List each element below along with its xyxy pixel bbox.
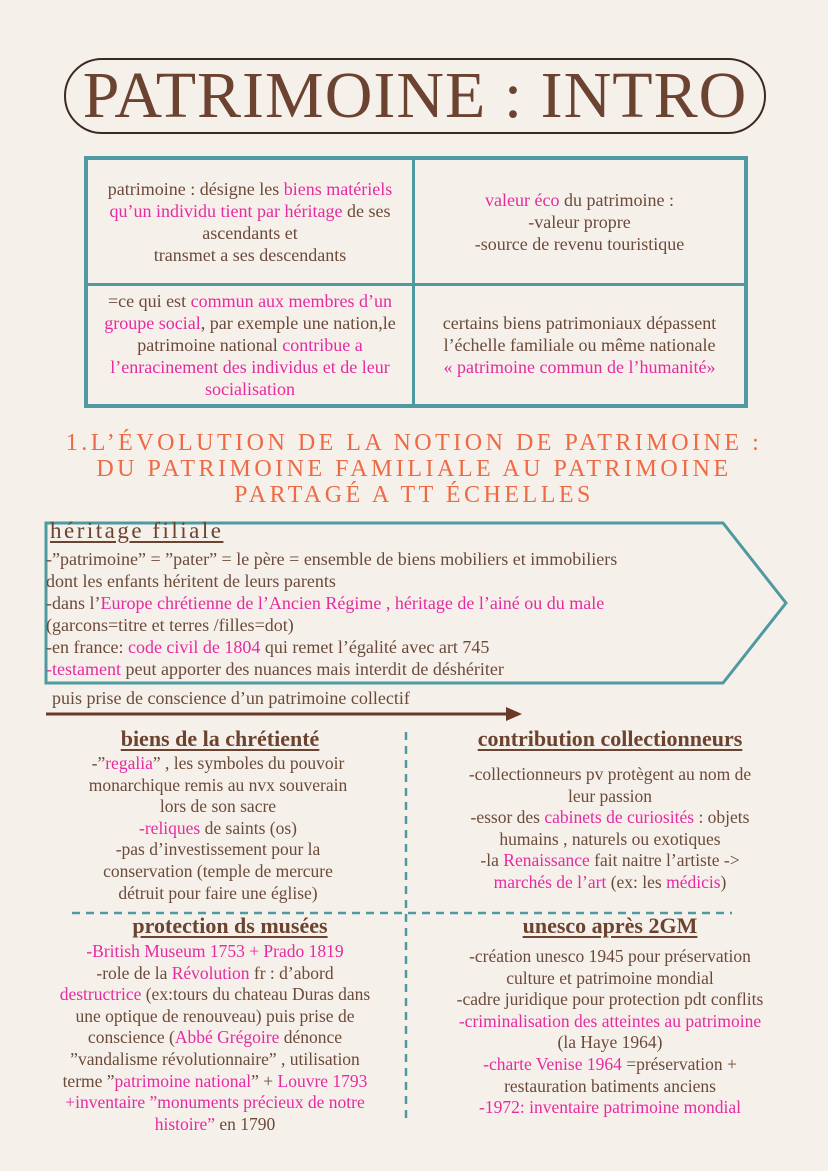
text-highlight: patrimoine national [114,1070,252,1091]
text-highlight: testament [52,659,121,679]
cell-text: du patrimoine : [559,189,674,210]
quadrant-heading-musees: protection ds musées [132,913,328,938]
text-highlight: destructrice [59,984,142,1005]
heritage-title: héritage filiale [50,518,224,543]
section-heading-line: DU PATRIMOINE FAMILIALE AU PATRIMOINE [96,456,732,482]
q-line: -British Museum 1753 + Prado 1819 [86,941,344,961]
cell-highlight: biens [283,178,322,199]
text-highlight: Louvre 1793 [277,1070,368,1091]
collectif-note: puis prise de conscience d’un patrimoine collectif [52,688,410,708]
q-line: -création unesco 1945 pour préservation [469,946,751,966]
right-arrow-icon [44,706,524,722]
grid-cell-commun [88,286,415,404]
text-highlight: cabinets de curiosités [544,807,695,828]
heritage-line [46,658,746,680]
text-part: ” + [251,1070,278,1091]
heritage-line [46,636,746,658]
q-line [408,1054,812,1076]
q-line: humains , naturels ou exotiques [499,828,721,849]
heritage-line: dont les enfants héritent de leurs parents [46,571,336,591]
text-part: -role de la [96,962,172,983]
text-highlight: - [139,817,145,838]
quadrant-body-unesco [408,946,812,1119]
q-line [412,872,808,894]
text-highlight: regalia [105,753,153,773]
text-highlight: code civil de 1804 [127,637,261,657]
q-line: une optique de renouveau) puis prise de [75,1005,355,1026]
q-line: -1972: inventaire patrimoine mondial [479,1097,741,1118]
q-line [30,818,406,840]
text-part: -dans l’ [46,593,101,613]
cell-highlight: commun aux membres d’un groupe social [104,291,393,333]
quadrant-body-chretiente [30,753,406,904]
q-line [24,1071,406,1093]
q-line: conservation (temple de mercure [103,860,333,881]
grid-cell-definition [88,160,415,286]
text-part: (ex:tours du chateau Duras dans [141,984,371,1005]
text-part: fr : d’abord [249,962,334,983]
text-part: -la [480,850,504,871]
q-line [412,807,808,829]
text-part: : objets [694,807,750,828]
cell-text: -valeur propre [528,211,631,232]
cell-highlight: valeur éco [485,189,560,210]
text-part: -en france: [46,637,128,657]
text-part: =préservation + [621,1053,737,1074]
text-part: fait naitre l’artiste -> [589,850,740,871]
text-part: qui remet l’égalité avec art 745 [260,637,490,657]
q-line: (la Haye 1964) [557,1032,663,1053]
q-line: +inventaire ”monuments précieux de notre [65,1092,365,1113]
text-part: (ex: les [606,871,667,892]
text-part: -” [91,753,106,773]
text-highlight: Venise 1964 [535,1053,622,1074]
text-part: conscience ( [87,1027,175,1048]
section-heading-line: PARTAGÉ A TT ÉCHELLES [234,482,594,508]
text-highlight: Révolution [171,962,250,983]
q-line [30,753,406,775]
title-banner [64,58,766,134]
cell-highlight: « patrimoine commun de l’humanité» [443,357,716,377]
heritage-line: (garcons=titre et terres /filles=dot) [46,615,294,635]
grid-cell-humanite [415,286,744,404]
cell-text: de ses ascendants et [202,200,391,243]
q-line [412,850,808,872]
text-highlight: Renaissance [503,850,590,871]
text-highlight: -charte [483,1053,536,1074]
text-part: en 1790 [214,1113,276,1134]
q-line: monarchique remis au nvx souverain [88,774,348,795]
q-line: détruit pour faire une église) [118,882,318,903]
q-line: restauration batiments anciens [504,1075,716,1096]
q-line: leur passion [567,785,653,806]
text-highlight: - [46,659,52,679]
cell-text: , par exemple une nation,le patrimoine national [137,313,396,355]
q-line [24,1114,406,1136]
q-line: ”vandalisme révolutionnaire” , utilisation [70,1048,360,1069]
q-line [24,984,406,1006]
q-line: -cadre juridique pour protection pdt conflits [456,989,764,1010]
section-heading [30,430,798,508]
cell-highlight: matériels qu’un individu tient par [109,178,393,221]
quadrant-heading-chretiente: biens de la chrétienté [120,726,320,751]
text-part: de saints (os) [200,817,297,838]
text-part: ) [720,871,727,892]
q-line [24,963,406,985]
heritage-line [46,592,746,614]
quadrant-body-musees [24,941,406,1135]
q-line: -collectionneurs pv protègent au nom de [468,764,752,784]
text-part: -essor des [470,807,545,828]
text-part: terme ” [62,1070,115,1091]
cell-text: patrimoine : désigne les [107,178,284,199]
cell-text: -source de revenu touristique [474,233,685,254]
heritage-line: -”patrimoine” = ”pater” = le père = ensemble de biens mobiliers et immobiliers [46,549,618,569]
q-line [24,1027,406,1049]
q-line: culture et patrimoine mondial [506,967,714,988]
text-highlight: médicis [666,871,721,892]
quadrant-heading-unesco: unesco après 2GM [522,913,698,938]
text-highlight: Europe chrétienne de l’Ancien Régime , héritage de l’ainé ou du male [100,593,605,613]
grid-cell-valeur-eco [415,160,744,286]
q-line: lors de son sacre [159,796,277,817]
text-highlight: marchés de l’art [493,871,607,892]
section-heading-line: 1.L’ÉVOLUTION DE LA NOTION DE PATRIMOINE : [65,430,763,456]
cell-text: certains biens patrimoniaux dépassent l’échelle familiale ou même nationale [442,313,717,355]
text-part: peut apporter des nuances mais interdit de déshériter [120,659,504,679]
quadrant-body-collectionneurs [412,764,808,894]
text-highlight: reliques [144,817,201,838]
cell-highlight: contribue a l’enracinement des individus et de leur socialisation [110,335,390,399]
text-part: dénonce [279,1027,343,1048]
cell-text: transmet a ses descendants [153,244,347,265]
q-line: -criminalisation des atteintes au patrimoine [458,1010,762,1031]
text-highlight: Abbé Grégoire [174,1027,280,1048]
heritage-text [46,548,746,680]
q-line: -pas d’investissement pour la [115,839,321,860]
cell-text: =ce qui est [107,291,191,311]
text-part: ” , les symboles du pouvoir [152,753,345,773]
cell-highlight: héritage [280,200,343,221]
text-highlight: histoire” [154,1113,215,1134]
page-title: PATRIMOINE : INTRO [82,59,748,132]
quadrant-heading-collectionneurs: contribution collectionneurs [477,726,743,751]
definition-grid [84,156,748,408]
